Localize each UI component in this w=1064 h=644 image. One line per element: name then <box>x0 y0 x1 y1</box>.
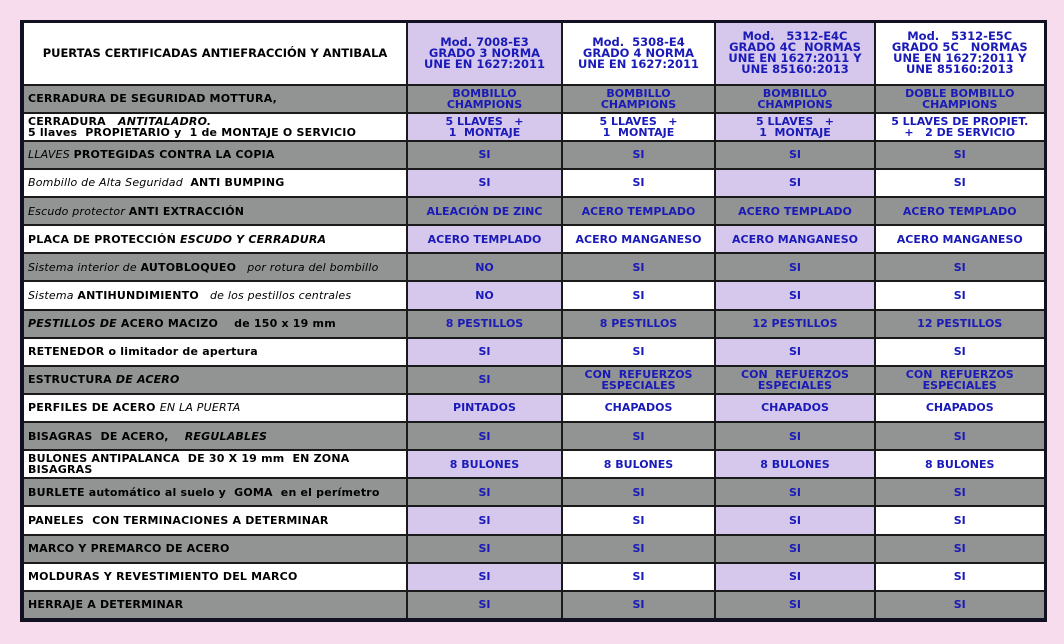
value-cell <box>407 85 562 113</box>
value-cell-line: SI <box>788 288 801 302</box>
value-cell-line: SI <box>632 485 645 499</box>
feature-label <box>22 281 407 309</box>
feature-label-segment: BISAGRAS DE ACERO, <box>28 429 185 443</box>
value-cell-line: ALEACIÓN DE ZINC <box>426 204 543 218</box>
feature-label-segment: AUTOBLOQUEO <box>140 260 237 274</box>
value-cell-line: SI <box>478 542 491 556</box>
feature-label-segment: Sistema <box>28 288 78 302</box>
value-cell <box>715 169 875 197</box>
value-cell <box>875 478 1045 506</box>
model-header-line: UNE EN 1627:2011 Y <box>728 51 862 66</box>
value-cell-line: SI <box>953 148 966 162</box>
value-cell-line: ESPECIALES <box>601 378 676 392</box>
value-cell-line: SI <box>632 260 645 274</box>
model-header-line: Mod. 5312-E4C <box>742 29 848 44</box>
table-row <box>22 169 1045 197</box>
value-cell <box>562 563 715 591</box>
value-cell <box>875 394 1045 422</box>
value-cell <box>715 85 875 113</box>
value-cell <box>875 422 1045 450</box>
feature-label <box>22 450 407 478</box>
table-row <box>22 366 1045 394</box>
value-cell-line: ESPECIALES <box>757 378 833 392</box>
feature-label <box>22 310 407 338</box>
value-cell <box>562 506 715 534</box>
feature-label-segment: PLACA DE PROTECCIÓN <box>28 232 181 246</box>
value-cell-line: SI <box>478 485 491 499</box>
value-cell-line: 8 PESTILLOS <box>445 317 524 331</box>
feature-label <box>22 478 407 506</box>
value-cell-line: SI <box>953 345 966 359</box>
value-cell-line: SI <box>478 429 491 443</box>
value-cell <box>875 506 1045 534</box>
feature-label-segment: ESTRUCTURA <box>28 373 116 387</box>
model-header-line: UNE EN 1627:2011 <box>424 56 545 71</box>
value-cell-line: SI <box>953 429 966 443</box>
value-cell <box>407 422 562 450</box>
value-cell-line: CON REFUERZOS <box>584 367 693 381</box>
feature-label-segment: HERRAJE A DETERMINAR <box>28 598 184 612</box>
value-cell-line: SI <box>953 598 966 612</box>
value-cell-line: + 2 DE SERVICIO <box>904 125 1016 139</box>
value-cell-line: SI <box>788 542 801 556</box>
table-row <box>22 478 1045 506</box>
value-cell <box>562 422 715 450</box>
feature-label-segment: MOLDURAS Y REVESTIMIENTO DEL MARCO <box>28 570 298 584</box>
table-row <box>22 310 1045 338</box>
value-cell-line: SI <box>788 598 801 612</box>
value-cell <box>715 141 875 169</box>
model-header <box>715 22 875 85</box>
value-cell <box>562 591 715 620</box>
feature-label-segment: REGULABLES <box>184 429 268 443</box>
feature-label <box>22 253 407 281</box>
feature-label-segment: de los pestillos centrales <box>198 288 352 302</box>
value-cell <box>562 253 715 281</box>
header-row <box>22 22 1045 85</box>
feature-label-segment: ANTI EXTRACCIÓN <box>128 204 245 218</box>
value-cell-line: 12 PESTILLOS <box>917 317 1003 331</box>
value-cell-line: CON REFUERZOS <box>905 367 1014 381</box>
model-header-line: GRADO 4 NORMA <box>582 45 695 60</box>
value-cell <box>562 338 715 366</box>
feature-label <box>22 591 407 620</box>
value-cell-line: SI <box>788 485 801 499</box>
value-cell <box>715 225 875 253</box>
value-cell <box>715 197 875 225</box>
table-row <box>22 394 1045 422</box>
value-cell <box>715 281 875 309</box>
value-cell-line: SI <box>788 429 801 443</box>
table-row <box>22 450 1045 478</box>
table-row <box>22 197 1045 225</box>
value-cell <box>562 450 715 478</box>
value-cell-line: SI <box>632 513 645 527</box>
value-cell <box>562 169 715 197</box>
value-cell-line: SI <box>632 345 645 359</box>
value-cell-line: 8 BULONES <box>925 457 995 471</box>
value-cell-line: ACERO TEMPLADO <box>738 204 852 218</box>
value-cell <box>562 394 715 422</box>
feature-label <box>22 535 407 563</box>
value-cell-line: SI <box>953 176 966 190</box>
value-cell <box>407 394 562 422</box>
value-cell <box>562 478 715 506</box>
value-cell-line: CHAPADOS <box>604 401 673 415</box>
model-header-line: GRADO 5C NORMAS <box>891 40 1028 55</box>
value-cell <box>562 281 715 309</box>
feature-label-segment: ESCUDO Y CERRADURA <box>180 232 327 246</box>
value-cell-line: SI <box>632 176 645 190</box>
table-row <box>22 253 1045 281</box>
value-cell-line: ACERO MANGANESO <box>896 232 1023 246</box>
value-cell-line: SI <box>478 570 491 584</box>
value-cell <box>407 478 562 506</box>
value-cell-line: 8 BULONES <box>449 457 520 471</box>
value-cell-line: NO <box>475 260 494 274</box>
value-cell-line: SI <box>632 542 645 556</box>
value-cell-line: NO <box>475 288 494 302</box>
table-title: PUERTAS CERTIFICADAS ANTIEFRACCIÓN Y ANTIBALA <box>22 22 407 85</box>
value-cell <box>715 535 875 563</box>
value-cell-line: SI <box>478 373 491 387</box>
value-cell-line: SI <box>953 513 966 527</box>
feature-label <box>22 85 407 113</box>
value-cell <box>715 422 875 450</box>
feature-label <box>22 113 407 141</box>
feature-label <box>22 225 407 253</box>
value-cell-line: ESPECIALES <box>922 378 997 392</box>
value-cell <box>407 506 562 534</box>
feature-label-segment: PROTEGIDAS CONTRA LA COPIA <box>73 148 275 162</box>
feature-label <box>22 563 407 591</box>
value-cell-line: CHAPADOS <box>925 401 994 415</box>
model-header-line: UNE EN 1627:2011 Y <box>893 51 1027 66</box>
value-cell-line: 8 PESTILLOS <box>599 317 678 331</box>
value-cell-line: SI <box>953 260 966 274</box>
value-cell-line: BOMBILLO <box>606 86 671 100</box>
value-cell <box>875 113 1045 141</box>
model-header <box>875 22 1045 85</box>
table-row <box>22 563 1045 591</box>
model-header-line: GRADO 4C NORMAS <box>729 40 861 55</box>
value-cell-line: SI <box>953 570 966 584</box>
feature-label-segment: Bombillo de Alta Seguridad <box>28 176 191 190</box>
value-cell-line: SI <box>953 485 966 499</box>
value-cell-line: SI <box>788 176 801 190</box>
feature-label <box>22 338 407 366</box>
value-cell-line: SI <box>478 598 491 612</box>
feature-label-segment: ANTITALADRO. <box>117 114 212 128</box>
value-cell-line: SI <box>478 345 491 359</box>
table-row <box>22 535 1045 563</box>
value-cell-line: SI <box>632 288 645 302</box>
feature-label-segment: ANTIHUNDIMIENTO <box>77 288 199 302</box>
model-header-line: Mod. 5308-E4 <box>592 34 685 49</box>
value-cell <box>407 281 562 309</box>
value-cell-line: CON REFUERZOS <box>741 367 849 381</box>
value-cell <box>715 310 875 338</box>
model-header-line: Mod. 7008-E3 <box>440 34 529 49</box>
value-cell <box>875 225 1045 253</box>
value-cell-line: DOBLE BOMBILLO <box>905 86 1015 100</box>
value-cell-line: CHAMPIONS <box>446 97 523 111</box>
value-cell-line: SI <box>478 513 491 527</box>
table-row <box>22 281 1045 309</box>
value-cell-line: SI <box>632 570 645 584</box>
value-cell <box>407 169 562 197</box>
value-cell <box>875 197 1045 225</box>
value-cell <box>407 591 562 620</box>
value-cell <box>875 338 1045 366</box>
value-cell <box>715 591 875 620</box>
value-cell-line: SI <box>788 513 801 527</box>
value-cell-line: 8 BULONES <box>603 457 674 471</box>
value-cell-line: SI <box>478 148 491 162</box>
value-cell <box>875 591 1045 620</box>
value-cell-line: 5 LLAVES + <box>445 114 524 128</box>
value-cell <box>875 450 1045 478</box>
value-cell <box>715 506 875 534</box>
value-cell <box>875 535 1045 563</box>
feature-label <box>22 197 407 225</box>
value-cell <box>715 394 875 422</box>
value-cell-line: ACERO TEMPLADO <box>581 204 696 218</box>
value-cell-line: 12 PESTILLOS <box>752 317 838 331</box>
value-cell-line: SI <box>632 598 645 612</box>
value-cell <box>715 366 875 394</box>
value-cell-line: SI <box>953 542 966 556</box>
value-cell-line: 1 MONTAJE <box>602 125 675 139</box>
value-cell <box>407 535 562 563</box>
value-cell <box>715 113 875 141</box>
feature-label <box>22 422 407 450</box>
value-cell <box>407 338 562 366</box>
feature-label-segment: CERRADURA DE SEGURIDAD MOTTURA, <box>28 92 278 106</box>
model-header <box>407 22 562 85</box>
feature-label-segment: BULONES ANTIPALANCA DE 30 X 19 mm EN ZONA BISAGRAS <box>28 452 354 477</box>
table-row <box>22 422 1045 450</box>
value-cell <box>407 253 562 281</box>
value-cell-line: ACERO MANGANESO <box>732 232 858 246</box>
value-cell-line: 1 MONTAJE <box>759 125 831 139</box>
value-cell <box>562 366 715 394</box>
value-cell-line: SI <box>632 148 645 162</box>
value-cell <box>407 310 562 338</box>
value-cell <box>715 478 875 506</box>
value-cell-line: 5 LLAVES + <box>599 114 678 128</box>
feature-label <box>22 141 407 169</box>
value-cell <box>875 253 1045 281</box>
feature-label-segment: MARCO Y PREMARCO DE ACERO <box>28 542 230 556</box>
value-cell-line: PINTADOS <box>453 401 516 415</box>
value-cell-line: CHAPADOS <box>761 401 829 415</box>
feature-label-segment: RETENEDOR o limitador de apertura <box>28 345 258 359</box>
model-header-line: UNE 85160:2013 <box>741 62 849 77</box>
comparison-table <box>20 20 1047 622</box>
table-row <box>22 113 1045 141</box>
value-cell-line: SI <box>788 570 801 584</box>
value-cell <box>407 141 562 169</box>
feature-label-segment: CERRADURA <box>28 114 118 128</box>
value-cell-line: BOMBILLO <box>762 86 828 100</box>
table-row <box>22 85 1045 113</box>
feature-label <box>22 506 407 534</box>
feature-label-segment: Escudo protector <box>28 204 129 218</box>
value-cell <box>875 85 1045 113</box>
model-header-line: UNE EN 1627:2011 <box>578 56 699 71</box>
value-cell <box>407 450 562 478</box>
value-cell-line: BOMBILLO <box>452 86 517 100</box>
feature-label-segment: PESTILLOS DE <box>28 317 121 331</box>
value-cell <box>562 85 715 113</box>
feature-label <box>22 394 407 422</box>
feature-label-segment: por rotura del bombillo <box>236 260 379 274</box>
value-cell-line: 8 BULONES <box>760 457 830 471</box>
value-cell-line: ACERO TEMPLADO <box>427 232 542 246</box>
value-cell-line: SI <box>478 176 491 190</box>
value-cell <box>562 197 715 225</box>
value-cell <box>715 563 875 591</box>
table-row <box>22 338 1045 366</box>
feature-label-segment: 5 llaves PROPIETARIO y 1 de MONTAJE O SERVICIO <box>28 125 357 139</box>
value-cell-line: SI <box>953 288 966 302</box>
feature-label-segment: PANELES CON TERMINACIONES A DETERMINAR <box>28 513 329 527</box>
value-cell <box>715 450 875 478</box>
feature-label-segment: DE ACERO <box>115 373 180 387</box>
feature-label <box>22 169 407 197</box>
feature-label-segment: BURLETE automático al suelo y GOMA en el perímetro <box>28 485 380 499</box>
value-cell <box>875 169 1045 197</box>
feature-label-segment: ACERO MACIZO de 150 x 19 mm <box>120 317 336 331</box>
feature-label-segment: ANTI BUMPING <box>190 176 285 190</box>
model-header-line: GRADO 3 NORMA <box>428 45 541 60</box>
value-cell-line: SI <box>632 429 645 443</box>
value-cell-line: 5 LLAVES DE PROPIET. <box>891 114 1029 128</box>
table-row <box>22 506 1045 534</box>
model-header-line: Mod. 5312-E5C <box>907 29 1013 44</box>
value-cell-line: CHAMPIONS <box>600 97 677 111</box>
value-cell-line: CHAMPIONS <box>757 97 833 111</box>
value-cell <box>875 310 1045 338</box>
value-cell <box>562 310 715 338</box>
table-row <box>22 225 1045 253</box>
feature-label <box>22 366 407 394</box>
value-cell <box>407 225 562 253</box>
value-cell <box>875 563 1045 591</box>
model-header <box>562 22 715 85</box>
feature-label-segment: LLAVES <box>28 148 74 162</box>
value-cell <box>875 281 1045 309</box>
value-cell <box>562 141 715 169</box>
feature-label-segment: PERFILES DE ACERO <box>28 401 160 415</box>
feature-label-segment: Sistema interior de <box>28 260 141 274</box>
value-cell <box>875 141 1045 169</box>
value-cell-line: ACERO MANGANESO <box>575 232 702 246</box>
value-cell-line: ACERO TEMPLADO <box>902 204 1017 218</box>
value-cell <box>407 366 562 394</box>
value-cell-line: SI <box>788 148 801 162</box>
value-cell <box>562 535 715 563</box>
value-cell <box>407 563 562 591</box>
value-cell-line: SI <box>788 345 801 359</box>
value-cell-line: SI <box>788 260 801 274</box>
value-cell <box>562 225 715 253</box>
model-header-line: UNE 85160:2013 <box>906 62 1014 77</box>
table-row <box>22 591 1045 620</box>
value-cell-line: 1 MONTAJE <box>448 125 521 139</box>
value-cell <box>715 253 875 281</box>
value-cell <box>407 197 562 225</box>
value-cell-line: 5 LLAVES + <box>756 114 834 128</box>
value-cell <box>875 366 1045 394</box>
value-cell <box>562 113 715 141</box>
table-row <box>22 141 1045 169</box>
value-cell-line: CHAMPIONS <box>922 97 998 111</box>
value-cell <box>407 113 562 141</box>
feature-label-segment: EN LA PUERTA <box>159 401 241 415</box>
value-cell <box>715 338 875 366</box>
